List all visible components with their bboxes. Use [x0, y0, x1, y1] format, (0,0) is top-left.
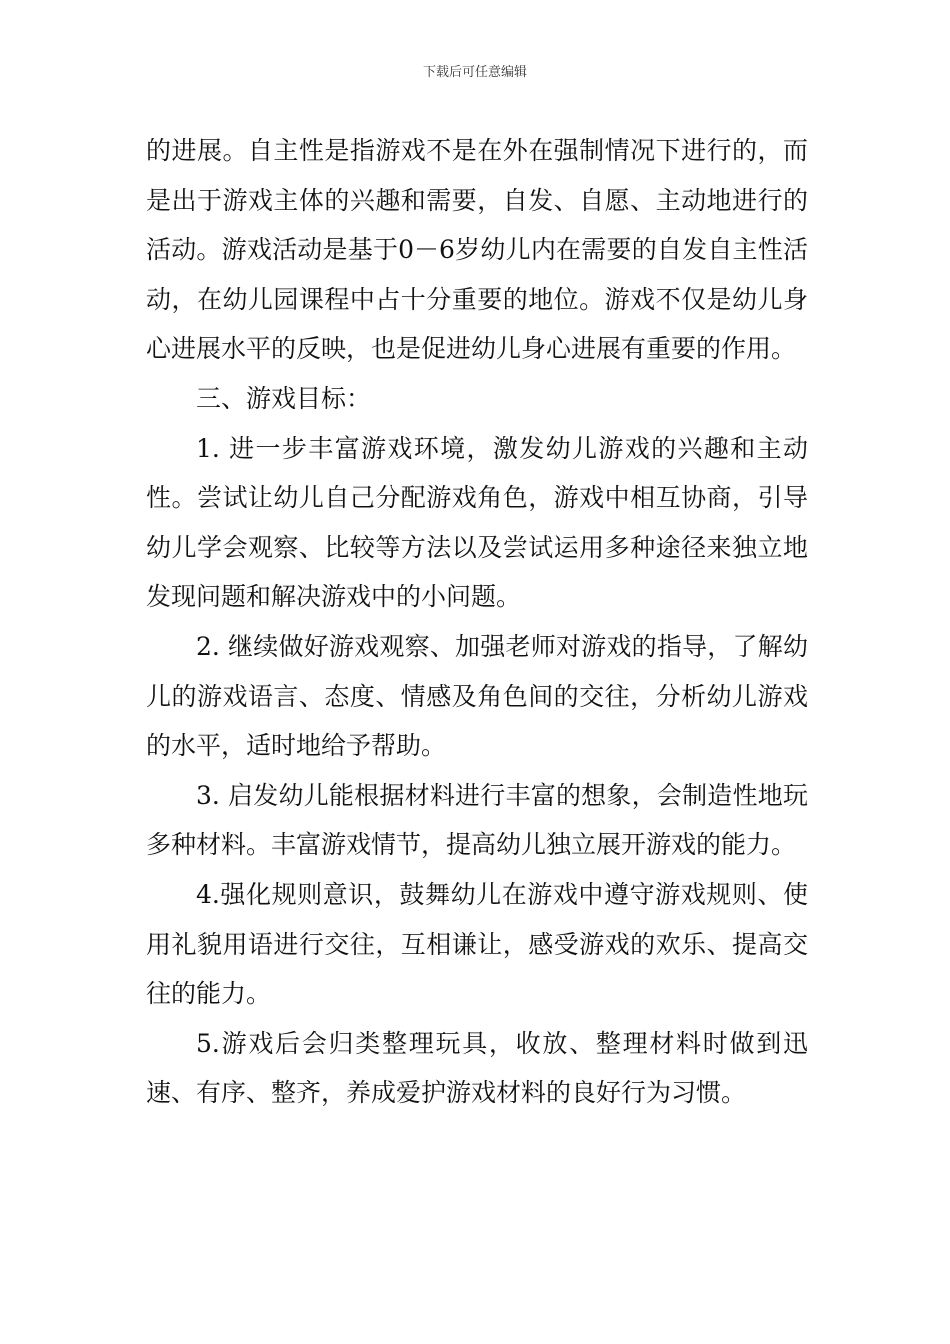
goal-item-3: 3. 启发幼儿能根据材料进行丰富的想象，会制造性地玩多种材料。丰富游戏情节，提高幼儿独立展开游戏的能力。 [146, 780, 808, 860]
document-body [146, 126, 808, 1118]
goal-item-5: 5.游戏后会归类整理玩具，收放、整理材料时做到迅速、有序、整齐，养成爱护游戏材料的良好行为习惯。 [146, 1028, 808, 1108]
page-header: 下载后可任意编辑 [422, 65, 527, 80]
goal-item-1: 1. 进一步丰富游戏环境，激发幼儿游戏的兴趣和主动性。尝试让幼儿自己分配游戏角色，游戏中相互协商，引导幼儿学会观察、比较等方法以及尝试运用多种途径来独立地发现问题和解决游戏中的小问题。 [146, 433, 808, 612]
goal-item-4: 4.强化规则意识，鼓舞幼儿在游戏中遵守游戏规则、使用礼貌用语进行交往，互相谦让，感受游戏的欢乐、提高交往的能力。 [146, 879, 808, 1009]
paragraph-intro-continuation: 的进展。自主性是指游戏不是在外在强制情况下进行的，而是出于游戏主体的兴趣和需要，自发、自愿、主动地进行的活动。游戏活动是基于0－6岁幼儿内在需要的自发自主性活动，在幼儿园课程中占十分重要的地位。游戏不仅是幼儿身心进展水平的反映，也是促进幼儿身心进展有重要的作用。 [146, 136, 808, 364]
goal-item-2: 2. 继续做好游戏观察、加强老师对游戏的指导，了解幼儿的游戏语言、态度、情感及角色间的交往，分析幼儿游戏的水平，适时地给予帮助。 [146, 631, 808, 761]
section-heading-game-goals: 三、游戏目标： [196, 383, 372, 413]
